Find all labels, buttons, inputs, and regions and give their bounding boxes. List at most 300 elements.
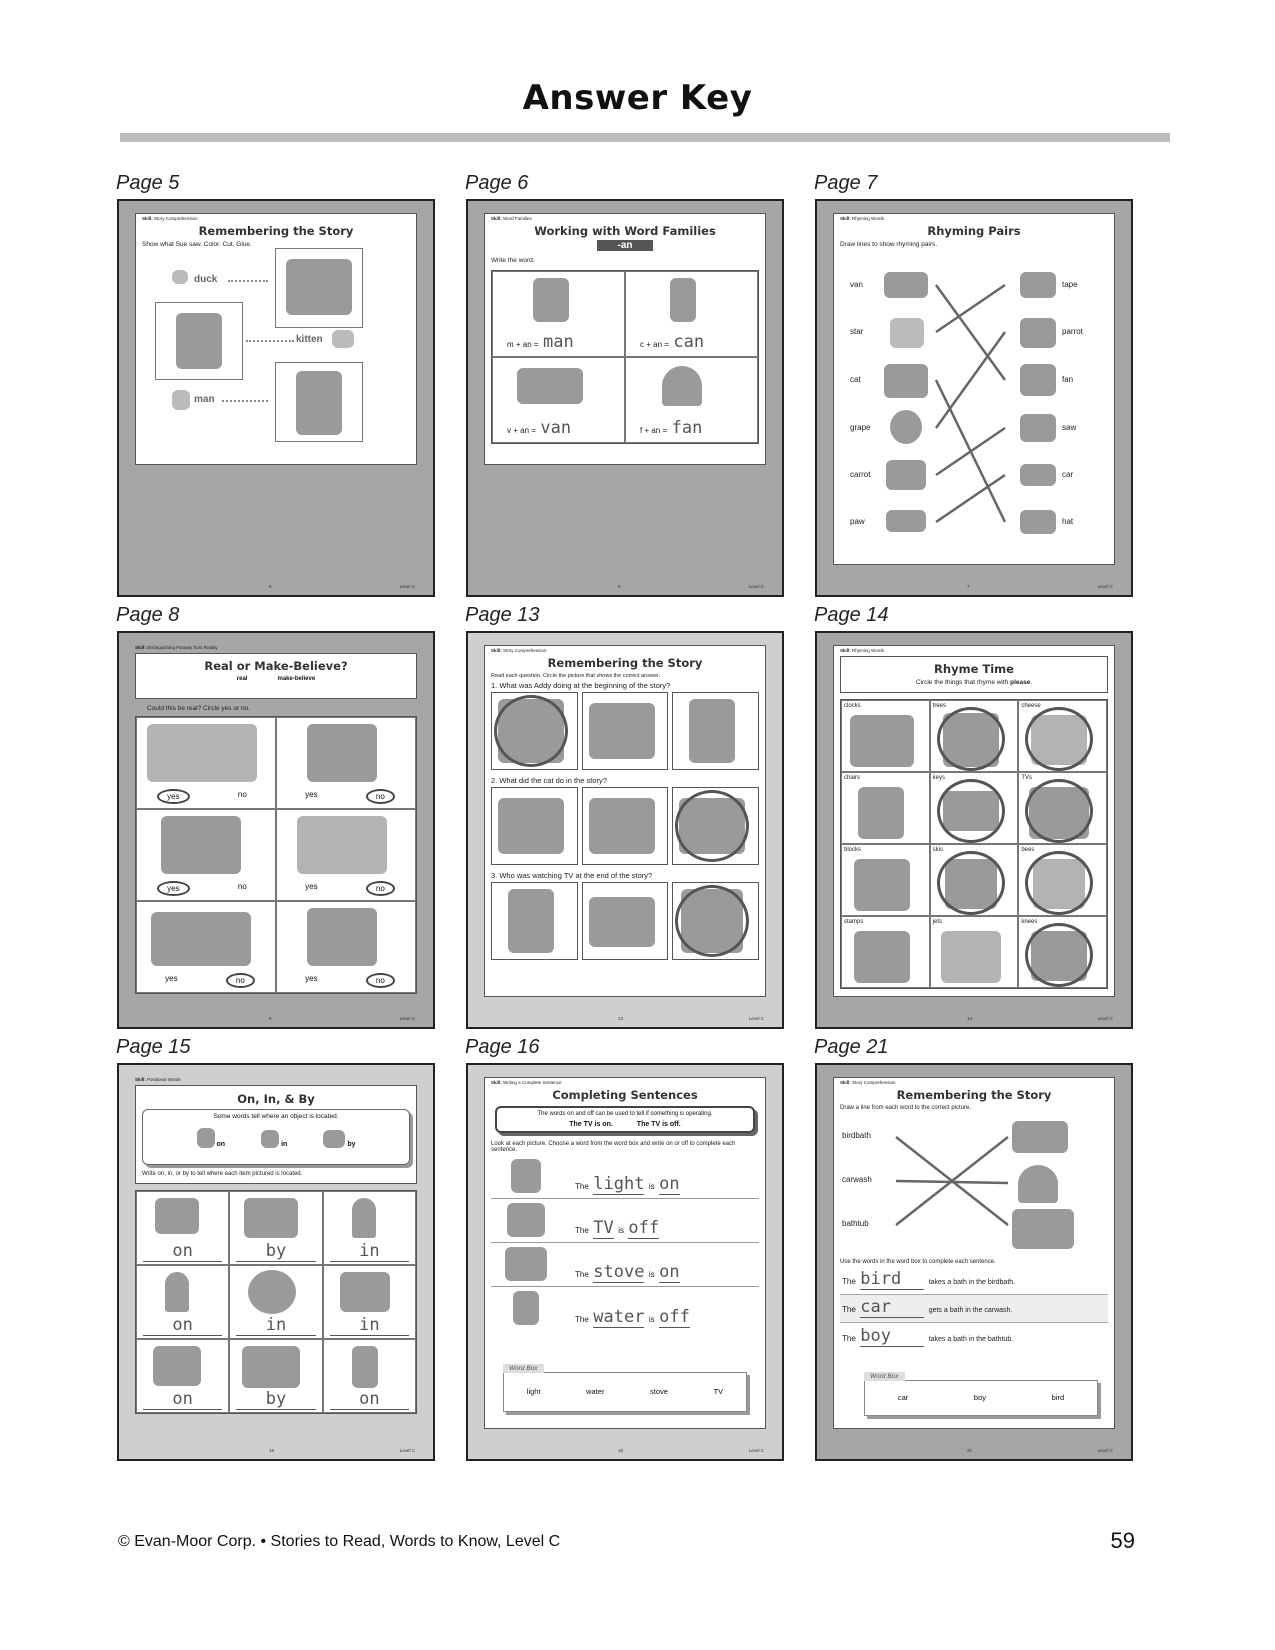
answer-circle bbox=[675, 885, 749, 957]
sentence-rest: takes a bath in the birdbath. bbox=[928, 1279, 1016, 1286]
tape-icon bbox=[1020, 272, 1056, 298]
word-kitten: kitten bbox=[296, 334, 323, 345]
page-title: Answer Key bbox=[522, 78, 753, 118]
sentence-row bbox=[491, 1199, 759, 1243]
trash-can-icon bbox=[296, 371, 342, 435]
prompt: f + an = bbox=[640, 426, 668, 435]
arrow bbox=[228, 280, 268, 282]
van-icon bbox=[884, 272, 928, 298]
right-word: car bbox=[1062, 470, 1074, 479]
answer-state: off bbox=[628, 1218, 660, 1238]
grid-cell bbox=[930, 844, 1019, 916]
item-label: trees bbox=[932, 703, 946, 709]
can-icon bbox=[670, 278, 696, 322]
answer: van bbox=[540, 418, 572, 438]
word-box-item: water bbox=[586, 1387, 605, 1396]
instruction-2: Use the words in the word box to complete each sentence. bbox=[840, 1259, 996, 1265]
boot-icon bbox=[340, 1272, 390, 1312]
example-word: in bbox=[281, 1141, 288, 1148]
paw-icon bbox=[886, 510, 926, 532]
addy-standing-icon bbox=[689, 699, 735, 763]
car-icon bbox=[1020, 464, 1056, 486]
page-no: 14 bbox=[967, 1016, 973, 1021]
duck-icon bbox=[172, 270, 188, 284]
left-word: grape bbox=[850, 423, 871, 432]
skill: Story Comprehension bbox=[154, 216, 198, 221]
cat-icon bbox=[498, 798, 564, 854]
caption-page-14: Page 14 bbox=[814, 604, 889, 626]
answer-circle bbox=[1025, 707, 1093, 771]
box-icon bbox=[197, 1128, 215, 1148]
thumbnail-page-5 bbox=[117, 199, 435, 597]
grid-cell bbox=[136, 717, 276, 809]
instruction: Read each question. Circle the picture that shows the correct answer. bbox=[491, 673, 661, 679]
skill: Story Comprehension bbox=[852, 1080, 896, 1085]
worksheet-title: On, In, & By bbox=[237, 1092, 315, 1106]
item-label: stamps bbox=[844, 919, 864, 925]
footer-copyright: © Evan-Moor Corp. • Stories to Read, Words to Know, Level C bbox=[118, 1533, 561, 1550]
word-box-item: boy bbox=[973, 1393, 986, 1402]
faucet-icon bbox=[513, 1291, 539, 1325]
is: is bbox=[648, 1182, 655, 1191]
grid-cell bbox=[136, 809, 276, 901]
worksheet-title: Working with Word Families bbox=[534, 224, 716, 238]
yes-no bbox=[137, 973, 275, 988]
word-duck: duck bbox=[194, 274, 218, 285]
diver-icon bbox=[297, 816, 387, 874]
worksheet-title: Completing Sentences bbox=[552, 1088, 698, 1102]
jets-icon bbox=[941, 931, 1001, 983]
bed-icon bbox=[155, 1198, 199, 1234]
level: Level C bbox=[748, 1016, 764, 1021]
left-word: star bbox=[850, 327, 864, 336]
bird-icon bbox=[147, 724, 257, 782]
answer-row bbox=[491, 787, 759, 865]
worksheet: Skill: Word Families Working with Word Families -an Write the word. m + an = man c + an = can v + an = van f + an = fan bbox=[484, 213, 766, 465]
answer-row bbox=[491, 882, 759, 960]
legend-make-believe: make-believe bbox=[277, 676, 316, 682]
boots-icon bbox=[244, 1198, 298, 1238]
note: The words on and off can be used to tell if something is operating. bbox=[537, 1111, 713, 1117]
yes-no bbox=[137, 881, 275, 896]
answer: boy bbox=[860, 1326, 924, 1347]
answer-grid bbox=[135, 716, 417, 994]
word-family-badge: -an bbox=[597, 240, 653, 251]
sentence-rest: gets a bath in the carwash. bbox=[928, 1307, 1013, 1314]
birdcage-icon bbox=[352, 1198, 376, 1238]
answer-state: on bbox=[659, 1174, 680, 1194]
sentence-rest: takes a bath in the bathtub. bbox=[928, 1336, 1014, 1343]
page-no: 21 bbox=[967, 1448, 973, 1453]
answer-grid bbox=[135, 1190, 417, 1414]
man-icon bbox=[172, 390, 190, 410]
thumbnail-page-6 bbox=[466, 199, 784, 597]
page-no: 13 bbox=[618, 1016, 624, 1021]
option bbox=[491, 882, 578, 960]
grid-cell bbox=[276, 809, 416, 901]
is: is bbox=[618, 1226, 624, 1235]
page-no: 8 bbox=[269, 1016, 272, 1021]
answer-state: off bbox=[659, 1307, 690, 1327]
grid-cell bbox=[841, 844, 930, 916]
page-no: 6 bbox=[618, 584, 621, 589]
thumbnail-page-7 bbox=[815, 199, 1133, 597]
match-word: carwash bbox=[842, 1175, 872, 1184]
worksheet: Skill: Story Comprehension Remembering the Story Read each question. Circle the picture that shows the correct answer. 1. What was Addy doing at the beginning of the story? 2. What did the cat do in the story? 3. Who was watching TV at the end of the story? bbox=[484, 645, 766, 997]
parrot-icon bbox=[1020, 318, 1056, 348]
caption-page-5: Page 5 bbox=[116, 172, 180, 194]
option bbox=[582, 692, 669, 770]
cat-icon bbox=[589, 897, 655, 947]
right-word: parrot bbox=[1062, 327, 1083, 336]
hat-icon bbox=[1020, 510, 1056, 534]
grid-cell bbox=[323, 1191, 416, 1265]
answer: car bbox=[860, 1297, 924, 1318]
right-word: saw bbox=[1062, 423, 1077, 432]
answer-circle bbox=[494, 695, 568, 767]
worksheet-title: Remembering the Story bbox=[896, 1088, 1052, 1102]
chairs-icon bbox=[858, 787, 904, 839]
header-box bbox=[135, 1085, 417, 1184]
no: no bbox=[237, 882, 247, 891]
item-label: blocks bbox=[844, 847, 862, 853]
right-word: hat bbox=[1062, 517, 1074, 526]
answer: in bbox=[330, 1241, 409, 1262]
grid-cell bbox=[276, 717, 416, 809]
doghouse-icon bbox=[242, 1346, 300, 1388]
grid-cell bbox=[136, 1265, 229, 1339]
cat-icon bbox=[161, 816, 241, 874]
fan-icon bbox=[662, 366, 702, 406]
worksheet: Skill: Story Comprehension Remembering the Story Draw a line from each word to the correct picture. birdbath carwash bathtub Use the words in the word box to complete each sentence. The bird takes a bath in the birdbath. The car gets a bath in the carwash. The boy takes a bath in the bathtub. Word Box car boy bird bbox=[833, 1077, 1115, 1429]
carrot-icon bbox=[886, 460, 926, 490]
birdcage-icon bbox=[165, 1272, 189, 1312]
instruction: Draw lines to show rhyming pairs. bbox=[840, 241, 938, 248]
grid-cell bbox=[323, 1339, 416, 1413]
yes-no bbox=[277, 789, 415, 804]
answer-noun: stove bbox=[593, 1262, 645, 1282]
option bbox=[672, 882, 759, 960]
no: no bbox=[237, 790, 247, 799]
worksheet-title: Remembering the Story bbox=[198, 224, 354, 238]
word-box-item: car bbox=[897, 1393, 909, 1402]
clocks-icon bbox=[850, 715, 914, 767]
question: 2. What did the cat do in the story? bbox=[491, 776, 607, 785]
grid-cell bbox=[625, 357, 758, 443]
prompt: m + an = bbox=[507, 340, 539, 349]
answer-grid bbox=[840, 699, 1108, 989]
grid-cell bbox=[1018, 700, 1107, 772]
option bbox=[582, 787, 669, 865]
answer-noun: light bbox=[593, 1174, 645, 1194]
grid-cell bbox=[323, 1265, 416, 1339]
page-no: 16 bbox=[618, 1448, 624, 1453]
grid-cell bbox=[229, 1265, 322, 1339]
instruction: Draw a line from each word to the correct picture. bbox=[840, 1105, 972, 1111]
answer-circle bbox=[1025, 779, 1093, 843]
answer-state: on bbox=[659, 1262, 680, 1282]
answer: in bbox=[236, 1315, 315, 1336]
page-no: 5 bbox=[269, 584, 272, 589]
page-no: 15 bbox=[269, 1448, 275, 1453]
answer: on bbox=[143, 1241, 222, 1262]
worksheet: Skill: Rhyming Words Rhyme Time Circle the things that rhyme with please. clocks trees cheese chairs keys TVs blocks skis bees stamps jets knees bbox=[833, 645, 1115, 997]
word-box-item: TV bbox=[713, 1387, 724, 1396]
yes-circled: yes bbox=[157, 881, 189, 896]
tv-icon bbox=[507, 1203, 545, 1237]
thumbnail-page-13 bbox=[466, 631, 784, 1029]
note-box bbox=[495, 1106, 755, 1133]
is: is bbox=[648, 1315, 655, 1324]
the: The bbox=[575, 1270, 589, 1279]
level: Level C bbox=[748, 1448, 764, 1453]
seal-icon bbox=[153, 1346, 201, 1386]
worksheet: Skill: Positional Words On, In, & By Some words tell where an object is located. on in by Write on, in, or by to tell where each item pictured is located. on by in on in in on by on bbox=[135, 1077, 417, 1414]
sentence-row bbox=[491, 1155, 759, 1199]
level: Level C bbox=[1097, 1448, 1113, 1453]
worksheet: Skill: Rhyming Words Rhyming Pairs Draw lines to show rhyming pairs. van star cat grape carrot paw tape parrot fan saw car hat bbox=[833, 213, 1115, 565]
the: The bbox=[575, 1226, 589, 1235]
grid-cell bbox=[1018, 772, 1107, 844]
level: Level C bbox=[399, 1016, 415, 1021]
sentence-row bbox=[840, 1267, 1108, 1295]
right-word: tape bbox=[1062, 280, 1078, 289]
option bbox=[491, 692, 578, 770]
car-icon bbox=[151, 912, 251, 966]
answer: by bbox=[236, 1389, 315, 1410]
example-off: The TV is off. bbox=[636, 1121, 681, 1128]
level: Level C bbox=[748, 584, 764, 589]
grid-cell bbox=[930, 772, 1019, 844]
note: Some words tell where an object is located. bbox=[213, 1113, 339, 1120]
answer-row bbox=[491, 692, 759, 770]
grid-cell bbox=[136, 1339, 229, 1413]
answer-noun: TV bbox=[593, 1218, 614, 1238]
instruction: Show what Sue saw. Color. Cut. Glue. bbox=[142, 241, 252, 248]
stove-icon bbox=[505, 1247, 547, 1281]
instruction: Write on, in, or by to tell where each item pictured is located. bbox=[142, 1171, 303, 1177]
answer: man bbox=[543, 332, 574, 352]
grid-cell bbox=[841, 916, 930, 988]
caption-page-21: Page 21 bbox=[814, 1036, 889, 1058]
arrow bbox=[246, 340, 294, 342]
skill: Distinguishing Fantasy from Reality bbox=[147, 645, 218, 650]
match-word: birdbath bbox=[842, 1131, 871, 1140]
page-number: 59 bbox=[1110, 1528, 1135, 1553]
grid-cell bbox=[1018, 916, 1107, 988]
example-word: by bbox=[347, 1141, 356, 1148]
skill: Positional Words bbox=[147, 1077, 181, 1082]
van-icon bbox=[517, 368, 583, 404]
grid-cell bbox=[625, 271, 758, 357]
box-icon bbox=[323, 1130, 345, 1148]
yes-no bbox=[277, 881, 415, 896]
caption-page-13: Page 13 bbox=[465, 604, 540, 626]
blocks-icon bbox=[854, 859, 910, 911]
grid-cell bbox=[841, 772, 930, 844]
yes: yes bbox=[305, 882, 318, 891]
box-icon bbox=[261, 1130, 279, 1148]
worksheet-title: Rhyming Pairs bbox=[927, 224, 1021, 238]
no-circled: no bbox=[366, 789, 395, 804]
is: is bbox=[648, 1270, 655, 1279]
word-box-label: Word Box bbox=[503, 1364, 544, 1373]
no-circled: no bbox=[366, 973, 395, 988]
level: Level C bbox=[399, 1448, 415, 1453]
sentence-row bbox=[491, 1287, 759, 1331]
left-word: paw bbox=[850, 517, 865, 526]
no-circled: no bbox=[226, 973, 255, 988]
page-no: 7 bbox=[967, 584, 970, 589]
level: Level C bbox=[1097, 1016, 1113, 1021]
answer-circle bbox=[937, 851, 1005, 915]
grid-cell bbox=[229, 1339, 322, 1413]
star-icon bbox=[890, 318, 924, 348]
item-label: clocks bbox=[844, 703, 861, 709]
birdbath-icon bbox=[1018, 1165, 1058, 1203]
item-label: knees bbox=[1021, 919, 1038, 925]
skill: Writing a Complete Sentence bbox=[503, 1080, 562, 1085]
caption-page-7: Page 7 bbox=[814, 172, 878, 194]
option bbox=[491, 787, 578, 865]
the: The bbox=[842, 1334, 856, 1343]
thumbnail-page-8 bbox=[117, 631, 435, 1029]
grid-cell bbox=[930, 700, 1019, 772]
sentence-row bbox=[840, 1295, 1108, 1323]
cat-icon bbox=[589, 798, 655, 854]
prompt: v + an = bbox=[507, 426, 536, 435]
worksheet-title: Rhyme Time bbox=[934, 662, 1014, 676]
answer-circle bbox=[1025, 923, 1093, 987]
addy-icon bbox=[508, 889, 554, 953]
level: Level C bbox=[399, 584, 415, 589]
caption-page-15: Page 15 bbox=[116, 1036, 191, 1058]
title-rule bbox=[120, 133, 1170, 142]
word-man: man bbox=[194, 394, 215, 405]
left-word: carrot bbox=[850, 470, 871, 479]
thumbnail-page-21 bbox=[815, 1063, 1133, 1461]
caption-page-6: Page 6 bbox=[465, 172, 529, 194]
answer: on bbox=[143, 1389, 222, 1410]
word-box-item: light bbox=[526, 1387, 541, 1396]
grid-cell bbox=[229, 1191, 322, 1265]
title-box bbox=[135, 653, 417, 699]
prompt: c + an = bbox=[640, 340, 669, 349]
carwash-icon bbox=[1012, 1209, 1074, 1249]
grid-cell bbox=[841, 700, 930, 772]
yes-no bbox=[137, 789, 275, 804]
skill: Rhyming Words bbox=[852, 216, 884, 221]
mitten-icon bbox=[176, 313, 222, 369]
fan-icon bbox=[1020, 364, 1056, 396]
instruction: Look at each picture. Choose a word from the word box and write on or off to complete each sentence. bbox=[491, 1141, 736, 1153]
legend-real: real bbox=[236, 676, 248, 682]
the: The bbox=[575, 1182, 589, 1191]
skill: Story Comprehension bbox=[503, 648, 547, 653]
matching-area bbox=[840, 1113, 1108, 1253]
item-label: TVs bbox=[1021, 775, 1032, 781]
skill: Word Families bbox=[503, 216, 532, 221]
saw-icon bbox=[1020, 414, 1056, 442]
kitten-icon bbox=[332, 330, 354, 348]
caption-page-8: Page 8 bbox=[116, 604, 180, 626]
stamps-icon bbox=[854, 931, 910, 983]
item-label: bees bbox=[1021, 847, 1035, 853]
instruction-word: please bbox=[1010, 679, 1031, 686]
rhyme-lines bbox=[840, 250, 1110, 550]
cat-chair-icon bbox=[307, 908, 377, 966]
seal-ball-icon bbox=[352, 1346, 378, 1388]
grid-cell bbox=[492, 357, 625, 443]
level: Level C bbox=[1097, 584, 1113, 589]
yes: yes bbox=[165, 974, 178, 983]
fishbowl-icon bbox=[248, 1270, 296, 1314]
yes-circled: yes bbox=[157, 789, 189, 804]
sentence-list bbox=[491, 1155, 759, 1331]
question: 1. What was Addy doing at the beginning of the story? bbox=[491, 681, 671, 690]
item-label: skis bbox=[932, 847, 943, 853]
man-icon bbox=[533, 278, 569, 322]
item-label: jets bbox=[932, 919, 942, 925]
grape-icon bbox=[890, 410, 922, 444]
right-word: fan bbox=[1062, 375, 1074, 384]
item-label: cheese bbox=[1021, 703, 1041, 709]
addy-reading-icon bbox=[589, 703, 655, 759]
option bbox=[582, 882, 669, 960]
grid-cell bbox=[276, 901, 416, 993]
worksheet-title: Remembering the Story bbox=[547, 656, 703, 670]
worksheet: Skill: Distinguishing Fantasy from Reality Real or Make-Believe? real make-believe Could this be real? Circle yes or no. yes no yes no yes no yes no yes no yes no bbox=[135, 645, 417, 994]
grid-cell bbox=[136, 901, 276, 993]
answer-noun: water bbox=[593, 1307, 645, 1327]
answer: can bbox=[673, 332, 705, 352]
worksheet-title: Real or Make-Believe? bbox=[204, 659, 348, 673]
answer: bird bbox=[860, 1269, 924, 1290]
answer: on bbox=[143, 1315, 222, 1336]
arrow bbox=[222, 400, 268, 402]
sentence-row bbox=[491, 1243, 759, 1287]
thumbnail-page-16 bbox=[466, 1063, 784, 1461]
word-box bbox=[503, 1365, 747, 1412]
note-box bbox=[142, 1109, 410, 1165]
answer-circle bbox=[937, 707, 1005, 771]
answer: on bbox=[330, 1389, 409, 1410]
question: 3. Who was watching TV at the end of the story? bbox=[491, 871, 653, 880]
grid-cell bbox=[1018, 844, 1107, 916]
instruction: Circle the things that rhyme with bbox=[915, 679, 1009, 686]
sentence-row bbox=[840, 1323, 1108, 1351]
grid-cell bbox=[136, 1191, 229, 1265]
the: The bbox=[842, 1277, 856, 1286]
worksheet: Skill: Story Comprehension Remembering the Story Show what Sue saw. Color. Cut. Glue. duck kitten man bbox=[135, 213, 417, 465]
word-box-item: bird bbox=[1051, 1393, 1065, 1402]
answer-circle bbox=[937, 779, 1005, 843]
grid-cell bbox=[930, 916, 1019, 988]
caption-page-16: Page 16 bbox=[465, 1036, 540, 1058]
yes: yes bbox=[305, 974, 318, 983]
answer-grid bbox=[491, 270, 759, 444]
match-word: bathtub bbox=[842, 1219, 869, 1228]
lamp-icon bbox=[511, 1159, 541, 1193]
word-box bbox=[864, 1373, 1098, 1416]
yes-no bbox=[277, 973, 415, 988]
picture-box bbox=[275, 362, 363, 442]
picture-box bbox=[275, 248, 363, 328]
skill: Rhyming Words bbox=[852, 648, 884, 653]
the: The bbox=[842, 1305, 856, 1314]
bathtub-icon bbox=[1012, 1121, 1068, 1153]
item-label: chairs bbox=[844, 775, 861, 781]
